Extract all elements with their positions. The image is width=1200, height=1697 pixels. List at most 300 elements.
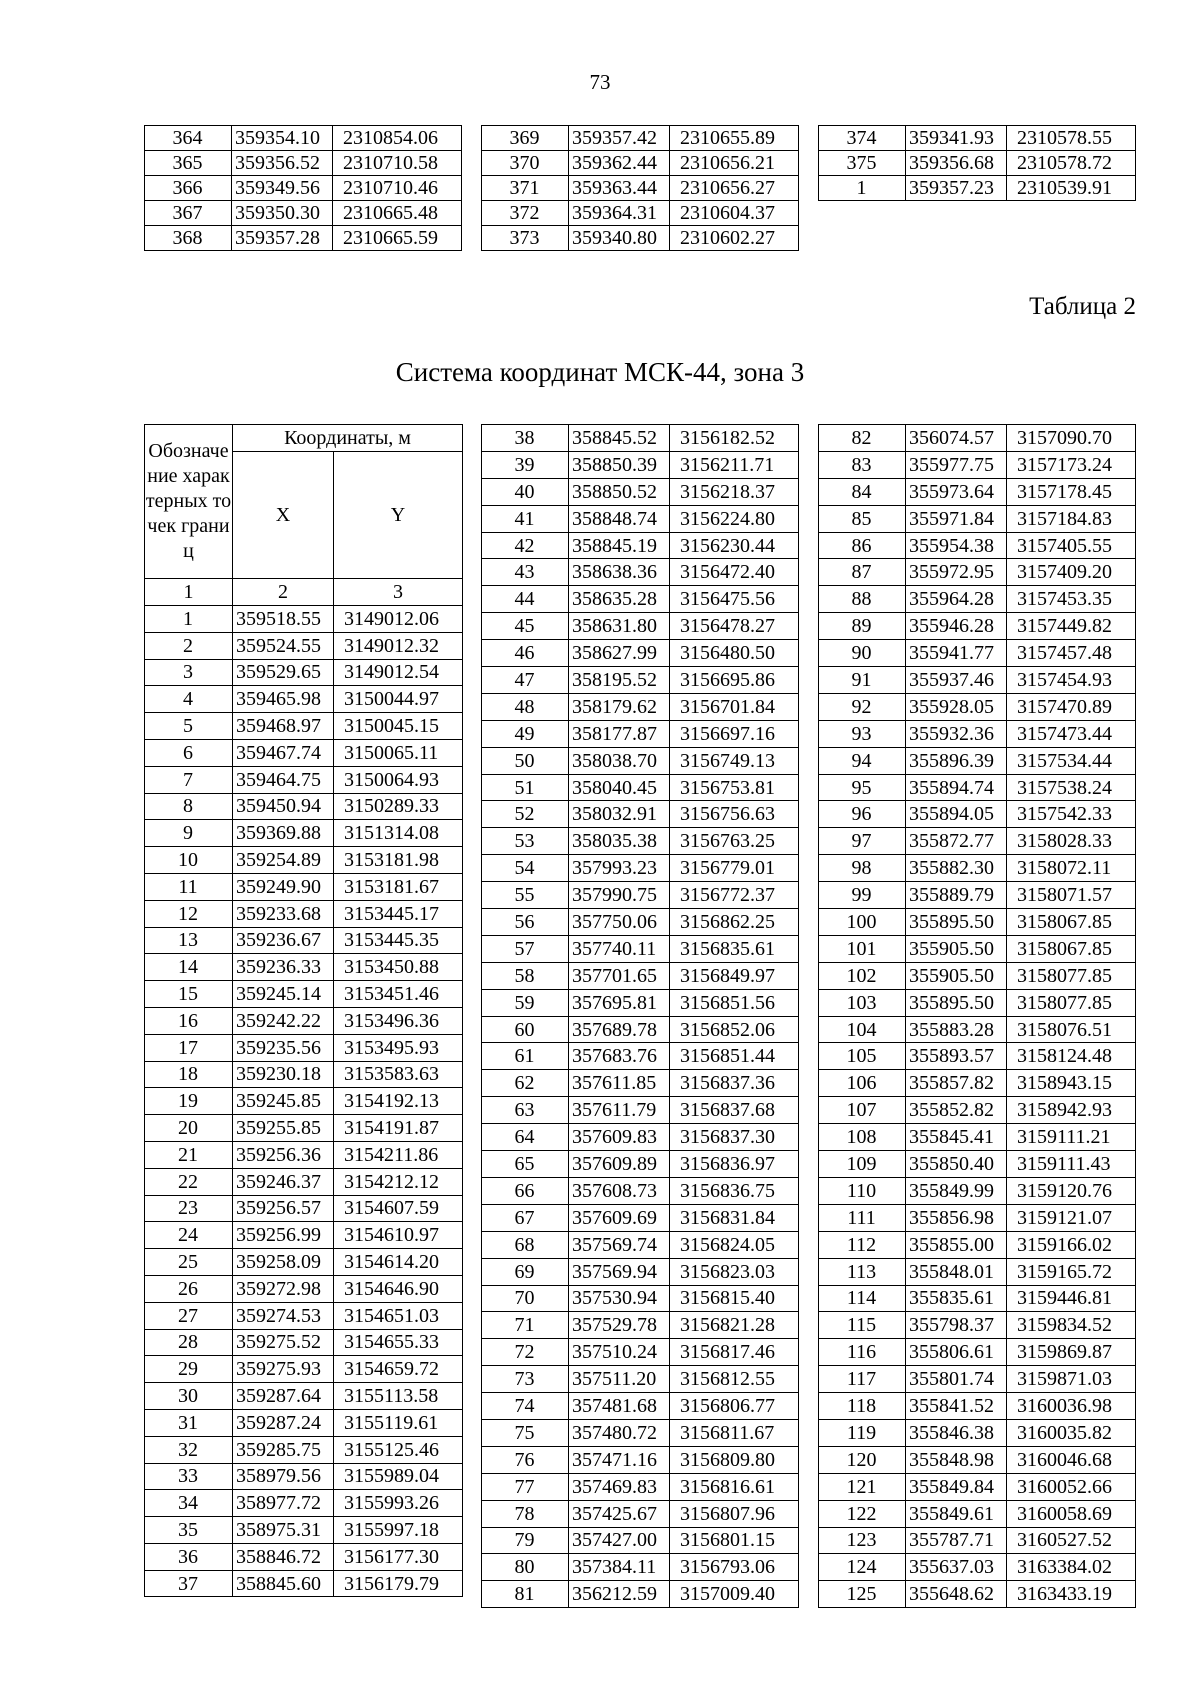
point-number-cell: 368 <box>145 226 232 251</box>
x-coordinate-cell: 359236.33 <box>233 954 334 981</box>
table1-block-1 <box>144 125 462 251</box>
x-coordinate-cell: 359275.93 <box>233 1356 334 1383</box>
x-coordinate-cell: 357481.68 <box>569 1393 670 1420</box>
x-coordinate-cell: 357569.94 <box>569 1258 670 1285</box>
x-coordinate-cell: 358179.62 <box>569 693 670 720</box>
y-coordinate-cell: 3159166.02 <box>1007 1231 1136 1258</box>
table-row <box>482 720 799 747</box>
point-number-cell: 12 <box>145 900 233 927</box>
table-row <box>482 1581 799 1608</box>
x-coordinate-cell: 359350.30 <box>232 201 333 226</box>
y-coordinate-cell: 3159871.03 <box>1007 1366 1136 1393</box>
y-coordinate-cell: 2310656.21 <box>670 151 799 176</box>
x-coordinate-cell: 359341.93 <box>906 126 1007 151</box>
point-number-cell: 84 <box>819 478 906 505</box>
y-coordinate-cell: 3158072.11 <box>1007 855 1136 882</box>
y-coordinate-cell: 2310578.55 <box>1007 126 1136 151</box>
x-coordinate-cell: 359230.18 <box>233 1061 334 1088</box>
x-coordinate-cell: 355857.82 <box>906 1070 1007 1097</box>
table-row <box>145 739 463 766</box>
x-coordinate-cell: 359275.52 <box>233 1329 334 1356</box>
page-number: 73 <box>589 70 611 94</box>
table-row <box>482 667 799 694</box>
point-number-cell: 85 <box>819 505 906 532</box>
point-number-cell: 53 <box>482 828 569 855</box>
point-number-cell: 42 <box>482 532 569 559</box>
y-coordinate-cell: 3157538.24 <box>1007 774 1136 801</box>
y-coordinate-cell: 3154651.03 <box>334 1302 463 1329</box>
table-row <box>482 828 799 855</box>
table-heading: Система координат МСК-44, зона 3 <box>395 357 805 387</box>
y-coordinate-cell: 3155993.26 <box>334 1490 463 1517</box>
x-coordinate-cell: 359272.98 <box>233 1275 334 1302</box>
y-coordinate-cell: 3157457.48 <box>1007 640 1136 667</box>
y-coordinate-cell: 3156807.96 <box>670 1500 799 1527</box>
table-row <box>819 909 1136 936</box>
table-header-numbers <box>145 579 463 606</box>
y-coordinate-cell: 3155989.04 <box>334 1463 463 1490</box>
point-number-cell: 106 <box>819 1070 906 1097</box>
table-row <box>482 962 799 989</box>
point-number-cell: 45 <box>482 613 569 640</box>
x-coordinate-cell: 359274.53 <box>233 1302 334 1329</box>
x-coordinate-cell: 359233.68 <box>233 900 334 927</box>
x-coordinate-cell: 358845.60 <box>233 1570 334 1597</box>
table-row <box>819 1419 1136 1446</box>
x-coordinate-cell: 358631.80 <box>569 613 670 640</box>
y-coordinate-cell: 3157178.45 <box>1007 478 1136 505</box>
point-number-cell: 41 <box>482 505 569 532</box>
table-row <box>482 1258 799 1285</box>
x-coordinate-cell: 355893.57 <box>906 1043 1007 1070</box>
table-row <box>145 151 462 176</box>
x-coordinate-cell: 355941.77 <box>906 640 1007 667</box>
table-row <box>145 1141 463 1168</box>
y-coordinate-cell: 3156816.61 <box>670 1473 799 1500</box>
point-number-cell: 92 <box>819 693 906 720</box>
table-row <box>819 640 1136 667</box>
x-coordinate-cell: 358846.72 <box>233 1543 334 1570</box>
x-coordinate-cell: 355971.84 <box>906 505 1007 532</box>
point-number-cell: 104 <box>819 1016 906 1043</box>
y-coordinate-cell: 3160527.52 <box>1007 1527 1136 1554</box>
y-coordinate-cell: 3150045.15 <box>334 713 463 740</box>
x-coordinate-cell: 355848.01 <box>906 1258 1007 1285</box>
table-row <box>819 126 1136 151</box>
table-row <box>145 1061 463 1088</box>
x-coordinate-cell: 359254.89 <box>233 847 334 874</box>
y-coordinate-cell: 2310604.37 <box>670 201 799 226</box>
x-coordinate-cell: 355896.39 <box>906 747 1007 774</box>
x-coordinate-cell: 359256.36 <box>233 1141 334 1168</box>
y-coordinate-cell: 3156475.56 <box>670 586 799 613</box>
y-coordinate-cell: 3159121.07 <box>1007 1204 1136 1231</box>
point-number-cell: 44 <box>482 586 569 613</box>
y-coordinate-cell: 3157453.35 <box>1007 586 1136 613</box>
y-coordinate-cell: 3157409.20 <box>1007 559 1136 586</box>
point-number-cell: 68 <box>482 1231 569 1258</box>
x-coordinate-cell: 355946.28 <box>906 613 1007 640</box>
point-number-cell: 62 <box>482 1070 569 1097</box>
x-coordinate-cell: 355964.28 <box>906 586 1007 613</box>
y-coordinate-cell: 3158942.93 <box>1007 1097 1136 1124</box>
y-coordinate-cell: 3154614.20 <box>334 1249 463 1276</box>
x-coordinate-cell: 357569.74 <box>569 1231 670 1258</box>
table-row <box>145 1436 463 1463</box>
x-coordinate-cell: 358627.99 <box>569 640 670 667</box>
y-coordinate-cell: 3160058.69 <box>1007 1500 1136 1527</box>
table-row <box>819 586 1136 613</box>
point-number-cell: 22 <box>145 1168 233 1195</box>
x-coordinate-cell: 359287.24 <box>233 1409 334 1436</box>
point-number-cell: 18 <box>145 1061 233 1088</box>
x-coordinate-cell: 359249.90 <box>233 873 334 900</box>
x-coordinate-cell: 357427.00 <box>569 1527 670 1554</box>
point-number-cell: 116 <box>819 1339 906 1366</box>
table-row <box>482 1446 799 1473</box>
y-coordinate-cell: 3159111.43 <box>1007 1151 1136 1178</box>
point-number-cell: 372 <box>482 201 569 226</box>
table-row <box>482 532 799 559</box>
x-coordinate-cell: 355895.50 <box>906 909 1007 936</box>
y-coordinate-cell: 3156179.79 <box>334 1570 463 1597</box>
point-number-cell: 4 <box>145 686 233 713</box>
table2-block-1 <box>144 424 463 1597</box>
x-coordinate-cell: 357740.11 <box>569 935 670 962</box>
point-number-cell: 70 <box>482 1285 569 1312</box>
point-number-cell: 123 <box>819 1527 906 1554</box>
point-number-cell: 80 <box>482 1554 569 1581</box>
table-row <box>819 1339 1136 1366</box>
y-coordinate-cell: 3156836.97 <box>670 1151 799 1178</box>
x-coordinate-cell: 355937.46 <box>906 667 1007 694</box>
x-coordinate-cell: 358032.91 <box>569 801 670 828</box>
x-coordinate-cell: 355798.37 <box>906 1312 1007 1339</box>
point-number-cell: 13 <box>145 927 233 954</box>
table-row <box>819 1151 1136 1178</box>
table-row <box>482 613 799 640</box>
table-row <box>482 559 799 586</box>
y-coordinate-cell: 3157090.70 <box>1007 425 1136 452</box>
x-coordinate-cell: 359468.97 <box>233 713 334 740</box>
y-coordinate-cell: 3156806.77 <box>670 1393 799 1420</box>
point-number-cell: 369 <box>482 126 569 151</box>
table-row <box>482 1070 799 1097</box>
x-coordinate-cell: 357480.72 <box>569 1419 670 1446</box>
table-row <box>482 640 799 667</box>
x-coordinate-cell: 355848.98 <box>906 1446 1007 1473</box>
y-coordinate-cell: 2310710.58 <box>333 151 462 176</box>
point-number-cell: 57 <box>482 935 569 962</box>
y-coordinate-cell: 3156772.37 <box>670 882 799 909</box>
y-coordinate-cell: 2310710.46 <box>333 176 462 201</box>
y-coordinate-cell: 3156211.71 <box>670 451 799 478</box>
y-coordinate-cell: 3153495.93 <box>334 1034 463 1061</box>
table-header-row <box>145 425 463 452</box>
table-row <box>482 1016 799 1043</box>
point-number-cell: 109 <box>819 1151 906 1178</box>
point-number-cell: 76 <box>482 1446 569 1473</box>
point-number-cell: 370 <box>482 151 569 176</box>
point-number-cell: 33 <box>145 1463 233 1490</box>
y-coordinate-cell: 3156697.16 <box>670 720 799 747</box>
point-number-cell: 113 <box>819 1258 906 1285</box>
x-coordinate-cell: 359364.31 <box>569 201 670 226</box>
x-coordinate-cell: 357609.89 <box>569 1151 670 1178</box>
x-coordinate-cell: 359464.75 <box>233 766 334 793</box>
x-coordinate-cell: 355883.28 <box>906 1016 1007 1043</box>
point-number-cell: 373 <box>482 226 569 251</box>
x-coordinate-cell: 355894.05 <box>906 801 1007 828</box>
point-number-cell: 25 <box>145 1249 233 1276</box>
x-coordinate-cell: 359356.68 <box>906 151 1007 176</box>
x-coordinate-cell: 355973.64 <box>906 478 1007 505</box>
y-coordinate-cell: 3156835.61 <box>670 935 799 962</box>
point-number-cell: 16 <box>145 1007 233 1034</box>
point-number-cell: 371 <box>482 176 569 201</box>
x-coordinate-cell: 355801.74 <box>906 1366 1007 1393</box>
y-coordinate-cell: 3154212.12 <box>334 1168 463 1195</box>
table-row <box>482 176 799 201</box>
table-row <box>482 1043 799 1070</box>
x-coordinate-cell: 357695.81 <box>569 989 670 1016</box>
y-coordinate-cell: 3157173.24 <box>1007 451 1136 478</box>
x-coordinate-cell: 359518.55 <box>233 606 334 633</box>
y-coordinate-cell: 3158067.85 <box>1007 935 1136 962</box>
y-coordinate-cell: 3154607.59 <box>334 1195 463 1222</box>
x-coordinate-cell: 357701.65 <box>569 962 670 989</box>
y-coordinate-cell: 3163433.19 <box>1007 1581 1136 1608</box>
table-row <box>819 1500 1136 1527</box>
x-coordinate-cell: 355977.75 <box>906 451 1007 478</box>
point-number-cell: 17 <box>145 1034 233 1061</box>
point-number-cell: 49 <box>482 720 569 747</box>
point-number-cell: 125 <box>819 1581 906 1608</box>
point-number-cell: 72 <box>482 1339 569 1366</box>
table-row <box>482 1339 799 1366</box>
table-row <box>819 828 1136 855</box>
table-row <box>482 1527 799 1554</box>
y-coordinate-cell: 3150064.93 <box>334 766 463 793</box>
y-coordinate-cell: 2310602.27 <box>670 226 799 251</box>
y-coordinate-cell: 2310539.91 <box>1007 176 1136 201</box>
y-coordinate-cell: 3156862.25 <box>670 909 799 936</box>
table-row <box>819 1393 1136 1420</box>
y-coordinate-cell: 3151314.08 <box>334 820 463 847</box>
y-coordinate-cell: 3158028.33 <box>1007 828 1136 855</box>
table-row <box>145 126 462 151</box>
point-number-cell: 30 <box>145 1383 233 1410</box>
y-coordinate-cell: 3156472.40 <box>670 559 799 586</box>
table-row <box>819 693 1136 720</box>
x-coordinate-cell: 358975.31 <box>233 1517 334 1544</box>
point-number-cell: 14 <box>145 954 233 981</box>
x-coordinate-cell: 359465.98 <box>233 686 334 713</box>
point-number-cell: 112 <box>819 1231 906 1258</box>
point-number-cell: 99 <box>819 882 906 909</box>
y-coordinate-cell: 3156749.13 <box>670 747 799 774</box>
table-row <box>482 801 799 828</box>
y-coordinate-cell: 3156480.50 <box>670 640 799 667</box>
point-number-cell: 11 <box>145 873 233 900</box>
table-row <box>482 747 799 774</box>
table-row <box>145 1168 463 1195</box>
y-coordinate-cell: 3155119.61 <box>334 1409 463 1436</box>
x-coordinate-cell: 357611.79 <box>569 1097 670 1124</box>
point-number-cell: 65 <box>482 1151 569 1178</box>
x-coordinate-cell: 358638.36 <box>569 559 670 586</box>
x-coordinate-cell: 355787.71 <box>906 1527 1007 1554</box>
x-coordinate-cell: 356212.59 <box>569 1581 670 1608</box>
y-coordinate-cell: 3156756.63 <box>670 801 799 828</box>
y-coordinate-cell: 3150289.33 <box>334 793 463 820</box>
table-row <box>819 505 1136 532</box>
table-row <box>145 900 463 927</box>
point-number-cell: 114 <box>819 1285 906 1312</box>
point-number-cell: 89 <box>819 613 906 640</box>
point-number-cell: 75 <box>482 1419 569 1446</box>
point-number-cell: 100 <box>819 909 906 936</box>
table-row <box>145 847 463 874</box>
table-row <box>819 1554 1136 1581</box>
y-coordinate-cell: 3156793.06 <box>670 1554 799 1581</box>
table-row <box>145 1302 463 1329</box>
header-x: X <box>233 452 334 579</box>
x-coordinate-cell: 359255.85 <box>233 1115 334 1142</box>
x-coordinate-cell: 355845.41 <box>906 1124 1007 1151</box>
x-coordinate-cell: 358177.87 <box>569 720 670 747</box>
point-number-cell: 64 <box>482 1124 569 1151</box>
y-coordinate-cell: 3154655.33 <box>334 1329 463 1356</box>
y-coordinate-cell: 3159165.72 <box>1007 1258 1136 1285</box>
x-coordinate-cell: 355954.38 <box>906 532 1007 559</box>
table-row <box>819 801 1136 828</box>
x-coordinate-cell: 357511.20 <box>569 1366 670 1393</box>
table-row <box>482 1500 799 1527</box>
table-row <box>482 1124 799 1151</box>
y-coordinate-cell: 2310656.27 <box>670 176 799 201</box>
table-row <box>819 667 1136 694</box>
table-row <box>819 989 1136 1016</box>
table-row <box>145 873 463 900</box>
y-coordinate-cell: 3154211.86 <box>334 1141 463 1168</box>
table-row <box>145 686 463 713</box>
table-row <box>819 1446 1136 1473</box>
x-coordinate-cell: 357683.76 <box>569 1043 670 1070</box>
point-number-cell: 21 <box>145 1141 233 1168</box>
table-row <box>145 1195 463 1222</box>
table-row <box>819 962 1136 989</box>
x-coordinate-cell: 359357.42 <box>569 126 670 151</box>
table-row <box>145 659 463 686</box>
y-coordinate-cell: 3160046.68 <box>1007 1446 1136 1473</box>
table1-block-3 <box>818 125 1136 201</box>
y-coordinate-cell: 3155125.46 <box>334 1436 463 1463</box>
point-number-cell: 7 <box>145 766 233 793</box>
y-coordinate-cell: 2310578.72 <box>1007 151 1136 176</box>
point-number-cell: 61 <box>482 1043 569 1070</box>
x-coordinate-cell: 358845.52 <box>569 425 670 452</box>
point-number-cell: 118 <box>819 1393 906 1420</box>
table-row <box>819 478 1136 505</box>
table-row <box>482 151 799 176</box>
y-coordinate-cell: 3156851.56 <box>670 989 799 1016</box>
x-coordinate-cell: 359236.67 <box>233 927 334 954</box>
y-coordinate-cell: 3153445.35 <box>334 927 463 954</box>
y-coordinate-cell: 3156218.37 <box>670 478 799 505</box>
y-coordinate-cell: 3156809.80 <box>670 1446 799 1473</box>
x-coordinate-cell: 355648.62 <box>906 1581 1007 1608</box>
x-coordinate-cell: 355972.95 <box>906 559 1007 586</box>
x-coordinate-cell: 359362.44 <box>569 151 670 176</box>
point-number-cell: 364 <box>145 126 232 151</box>
point-number-cell: 27 <box>145 1302 233 1329</box>
point-number-cell: 77 <box>482 1473 569 1500</box>
table-row <box>819 425 1136 452</box>
x-coordinate-cell: 359256.57 <box>233 1195 334 1222</box>
table-row <box>819 1070 1136 1097</box>
table-row <box>482 126 799 151</box>
table-row <box>145 713 463 740</box>
point-number-cell: 50 <box>482 747 569 774</box>
y-coordinate-cell: 3157473.44 <box>1007 720 1136 747</box>
point-number-cell: 74 <box>482 1393 569 1420</box>
point-number-cell: 375 <box>819 151 906 176</box>
table-row <box>145 632 463 659</box>
point-number-cell: 96 <box>819 801 906 828</box>
y-coordinate-cell: 3158077.85 <box>1007 989 1136 1016</box>
y-coordinate-cell: 3156701.84 <box>670 693 799 720</box>
point-number-cell: 367 <box>145 201 232 226</box>
y-coordinate-cell: 3156851.44 <box>670 1043 799 1070</box>
point-number-cell: 35 <box>145 1517 233 1544</box>
point-number-cell: 101 <box>819 935 906 962</box>
table-row <box>819 1312 1136 1339</box>
y-coordinate-cell: 3158124.48 <box>1007 1043 1136 1070</box>
y-coordinate-cell: 3159111.21 <box>1007 1124 1136 1151</box>
x-coordinate-cell: 357611.85 <box>569 1070 670 1097</box>
point-number-cell: 107 <box>819 1097 906 1124</box>
y-coordinate-cell: 3158071.57 <box>1007 882 1136 909</box>
table-row <box>145 1409 463 1436</box>
x-coordinate-cell: 358977.72 <box>233 1490 334 1517</box>
point-number-cell: 82 <box>819 425 906 452</box>
x-coordinate-cell: 358635.28 <box>569 586 670 613</box>
table-row <box>482 226 799 251</box>
point-number-cell: 32 <box>145 1436 233 1463</box>
table-row <box>482 882 799 909</box>
y-coordinate-cell: 3153583.63 <box>334 1061 463 1088</box>
table-row <box>482 1151 799 1178</box>
x-coordinate-cell: 355852.82 <box>906 1097 1007 1124</box>
y-coordinate-cell: 2310655.89 <box>670 126 799 151</box>
point-number-cell: 23 <box>145 1195 233 1222</box>
table-row <box>145 981 463 1008</box>
table-row <box>145 820 463 847</box>
table-row <box>482 1285 799 1312</box>
point-number-cell: 54 <box>482 855 569 882</box>
table-row <box>819 1016 1136 1043</box>
point-number-cell: 47 <box>482 667 569 694</box>
table-row <box>145 201 462 226</box>
table-label: Таблица 2 <box>1029 293 1136 320</box>
point-number-cell: 6 <box>145 739 233 766</box>
x-coordinate-cell: 359349.56 <box>232 176 333 201</box>
x-coordinate-cell: 359357.23 <box>906 176 1007 201</box>
table-row <box>145 1007 463 1034</box>
y-coordinate-cell: 3157454.93 <box>1007 667 1136 694</box>
x-coordinate-cell: 355894.74 <box>906 774 1007 801</box>
